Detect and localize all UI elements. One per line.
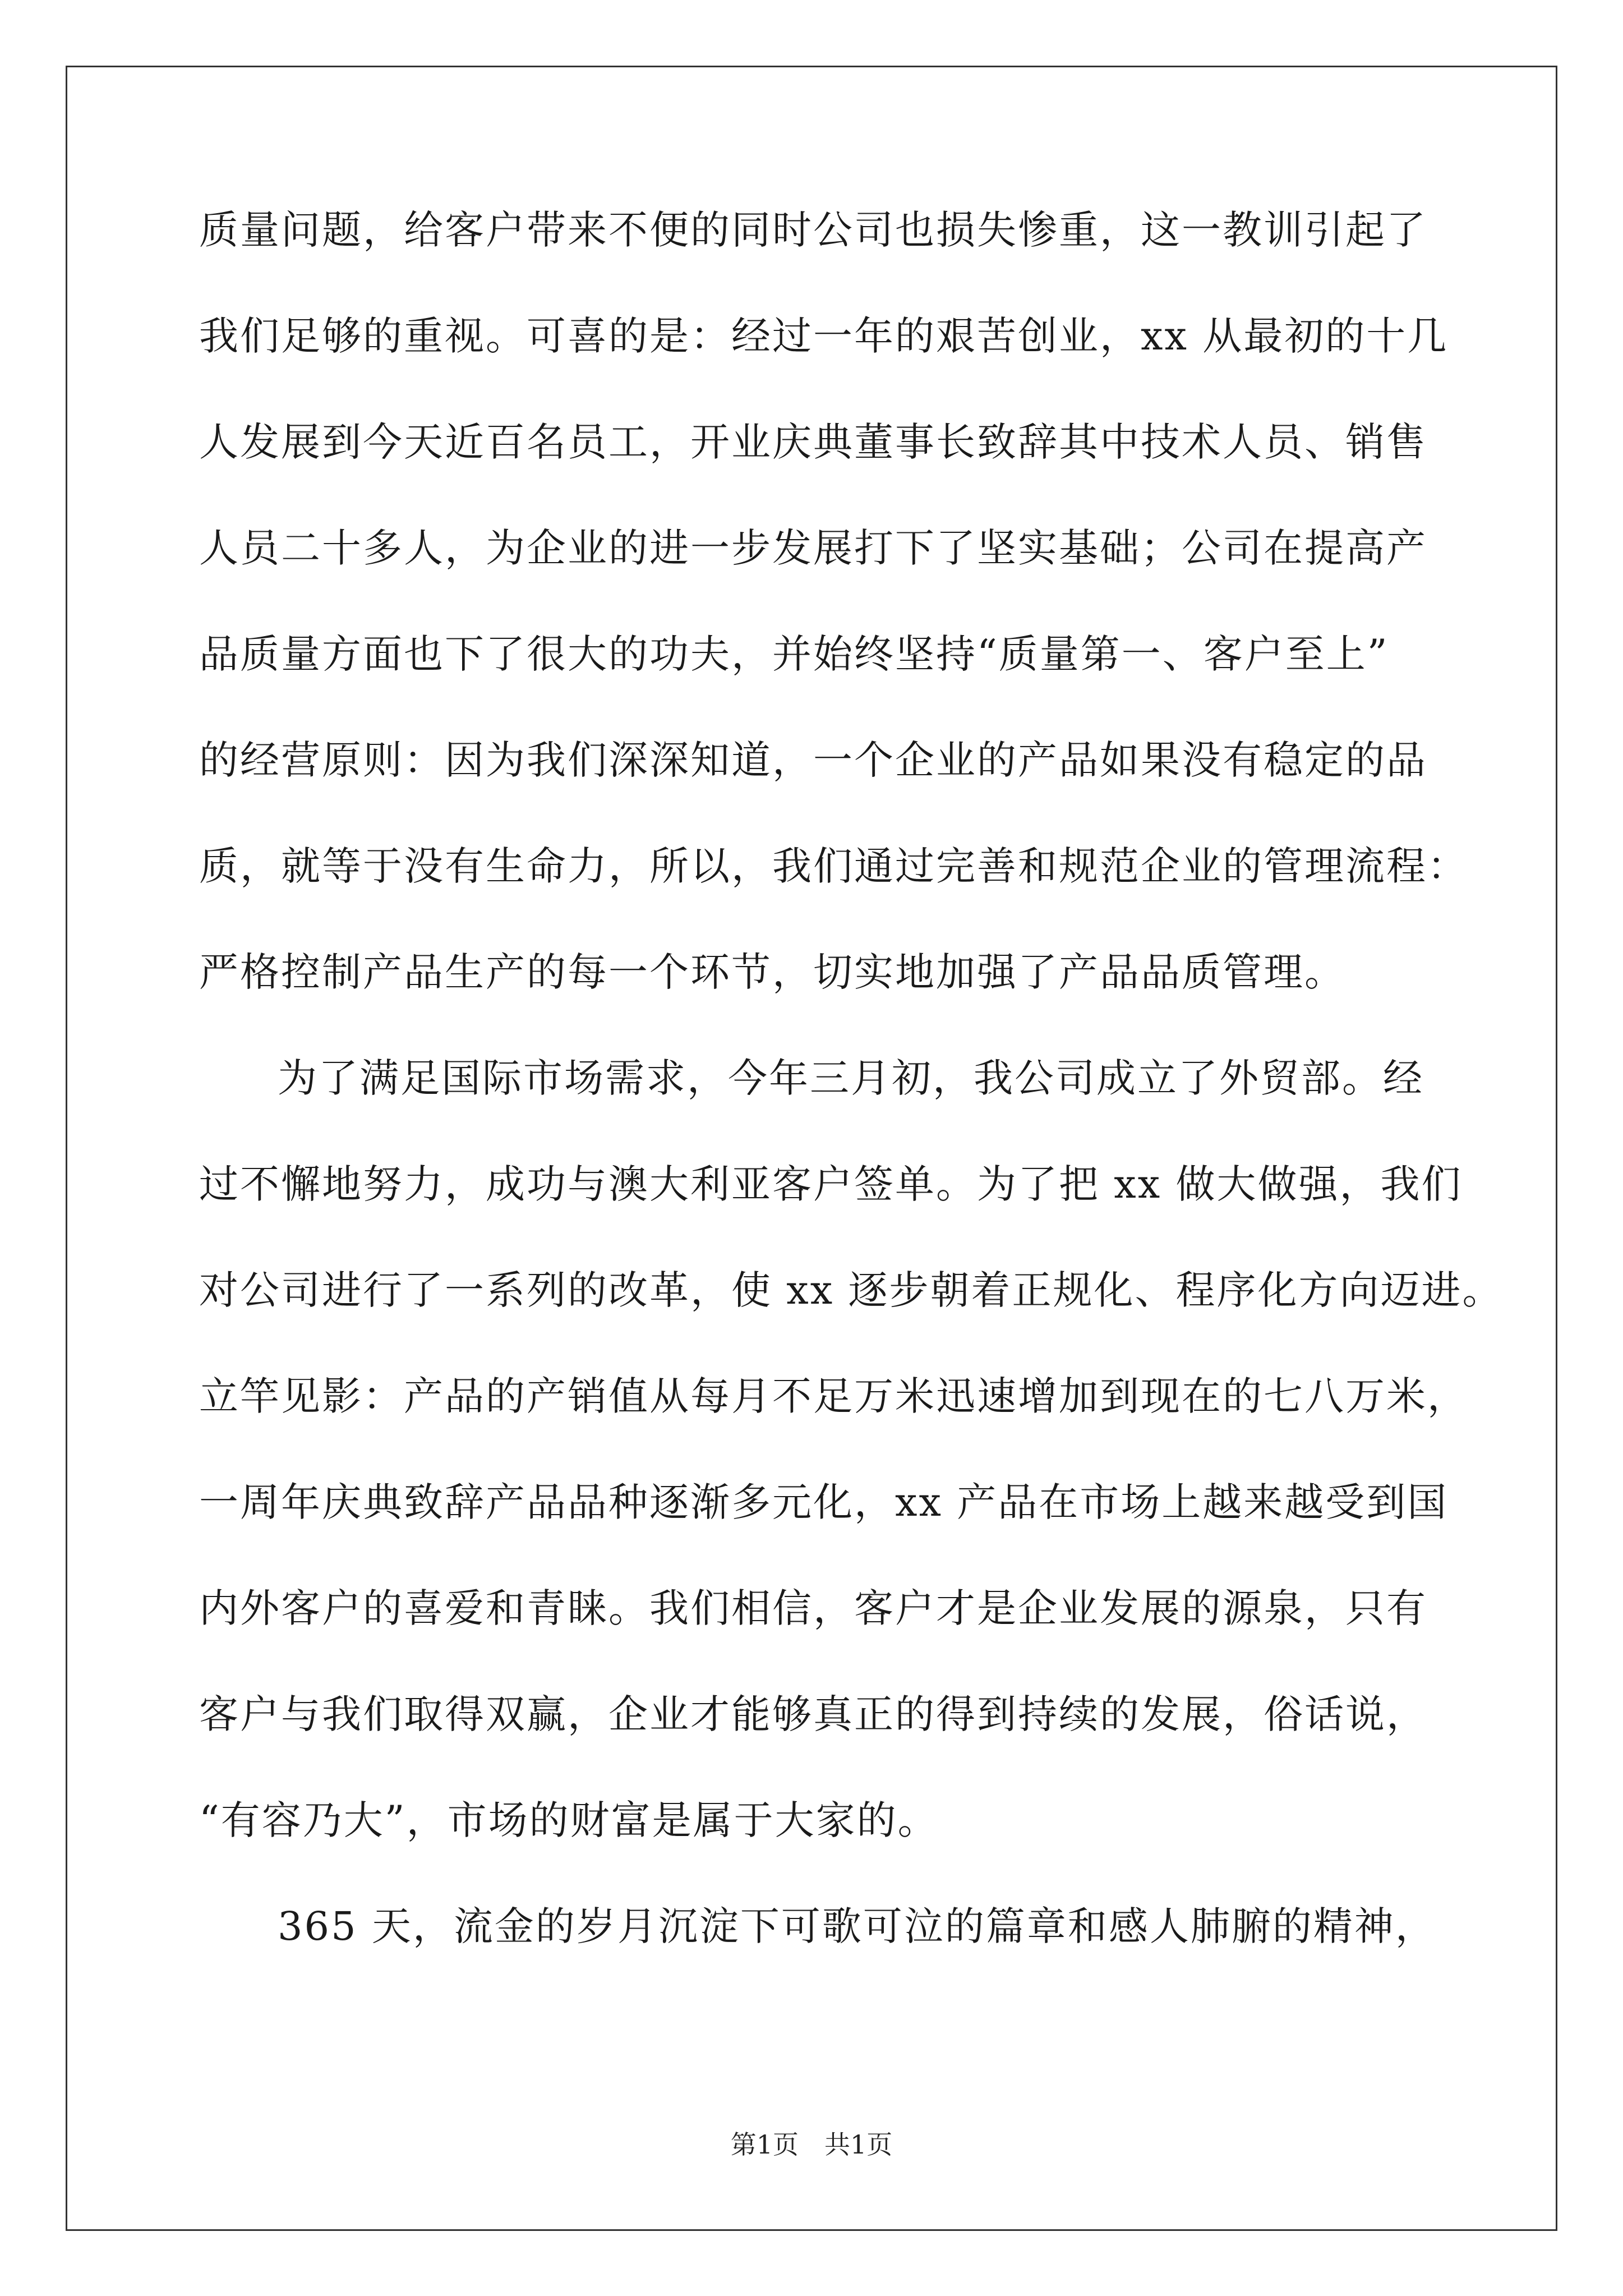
text-line: 我们足够的重视。可喜的是：经过一年的艰苦创业，xx 从最初的十几	[199, 313, 1449, 359]
page-footer: 第1页 共1页	[730, 2129, 893, 2160]
text-line: 人发展到今天近百名员工，开业庆典董事长致辞其中技术人员、销售	[199, 419, 1427, 465]
text-line: 质量问题，给客户带来不便的同时公司也损失惨重，这一教训引起了	[199, 207, 1427, 253]
text-line: 严格控制产品生产的每一个环节，切实地加强了产品品质管理。	[199, 949, 1345, 995]
text-line: 立竿见影：产品的产销值从每月不足万米迅速增加到现在的七八万米，	[199, 1373, 1468, 1419]
text-line: 的经营原则：因为我们深深知道，一个企业的产品如果没有稳定的品	[199, 737, 1427, 783]
text-line: “有容乃大”，市场的财富是属于大家的。	[199, 1797, 939, 1843]
text-line: 对公司进行了一系列的改革，使 xx 逐步朝着正规化、程序化方向迈进。	[199, 1267, 1504, 1313]
text-line: 客户与我们取得双赢，企业才能够真正的得到持续的发展，俗话说，	[199, 1691, 1427, 1737]
text-line: 内外客户的喜爱和青睐。我们相信，客户才是企业发展的源泉，只有	[199, 1585, 1427, 1631]
text-line: 过不懈地努力，成功与澳大利亚客户签单。为了把 xx 做大做强，我们	[199, 1161, 1463, 1207]
text-line: 为了满足国际市场需求，今年三月初，我公司成立了外贸部。经	[278, 1055, 1424, 1101]
text-line: 一周年庆典致辞产品品种逐渐多元化，xx 产品在市场上越来越受到国	[199, 1479, 1449, 1525]
text-line: 质，就等于没有生命力，所以，我们通过完善和规范企业的管理流程：	[199, 843, 1468, 889]
text-line: 365 天，流金的岁月沉淀下可歌可泣的篇章和感人肺腑的精神，	[278, 1903, 1436, 1949]
text-line: 品质量方面也下了很大的功夫，并始终坚持“质量第一、客户至上”	[199, 631, 1389, 677]
text-line: 人员二十多人，为企业的进一步发展打下了坚实基础；公司在提高产	[199, 525, 1427, 571]
